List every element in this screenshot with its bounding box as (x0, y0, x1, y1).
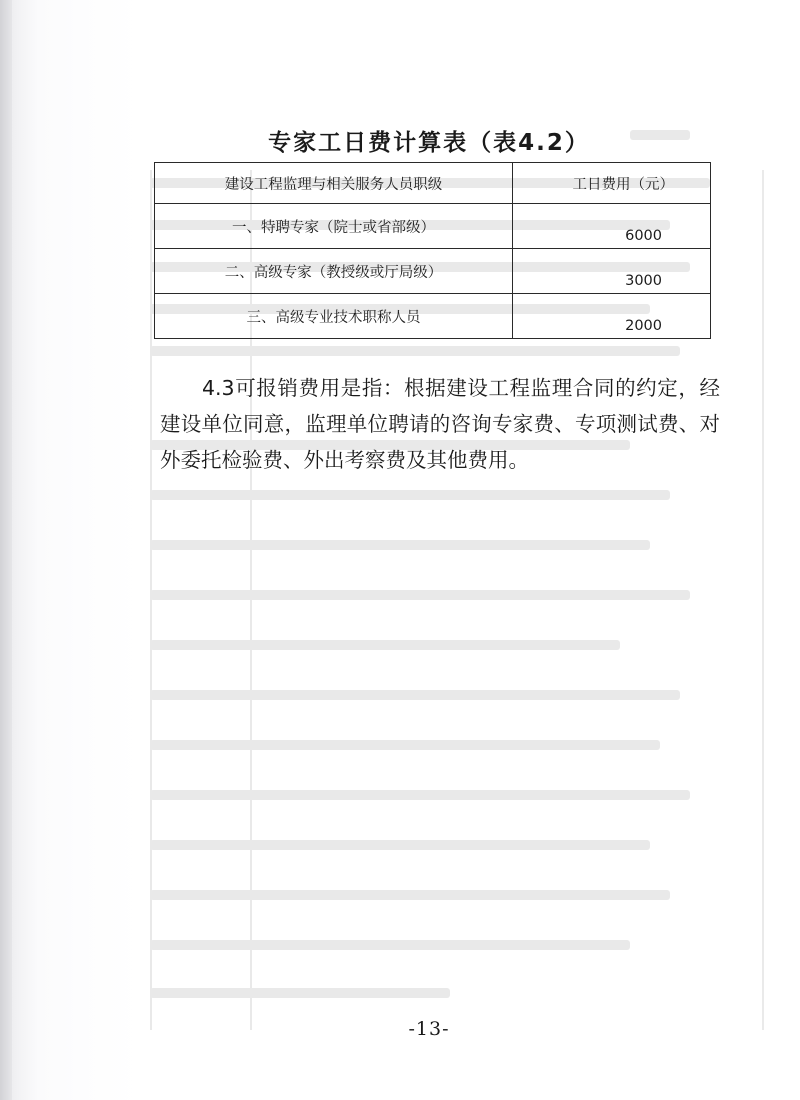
row-fee: 3000 (513, 249, 711, 294)
row-fee: 6000 (513, 204, 711, 249)
row-level: 一、特聘专家（院士或省部级） (155, 204, 513, 249)
page-binding-edge (0, 0, 12, 1100)
row-fee: 2000 (513, 294, 711, 339)
expert-fee-table (154, 162, 711, 339)
table-title: 专家工日费计算表（表4.2） (268, 130, 590, 156)
body-text-block (160, 370, 720, 478)
table-row (155, 294, 711, 339)
row-level: 二、高级专家（教授级或厅局级） (155, 249, 513, 294)
row-level: 三、高级专业技术职称人员 (155, 294, 513, 339)
reimbursable-expenses-paragraph: 4.3可报销费用是指：根据建设工程监理合同的约定，经建设单位同意，监理单位聘请的咨询专家费、专项测试费、对外委托检验费、外出考察费及其他费用。 (160, 376, 720, 472)
header-level: 建设工程监理与相关服务人员职级 (155, 163, 513, 204)
table-row (155, 204, 711, 249)
table-header-row (155, 163, 711, 204)
header-fee: 工日费用（元） (513, 163, 711, 204)
page-number: -13- (408, 1018, 450, 1040)
table-row (155, 249, 711, 294)
